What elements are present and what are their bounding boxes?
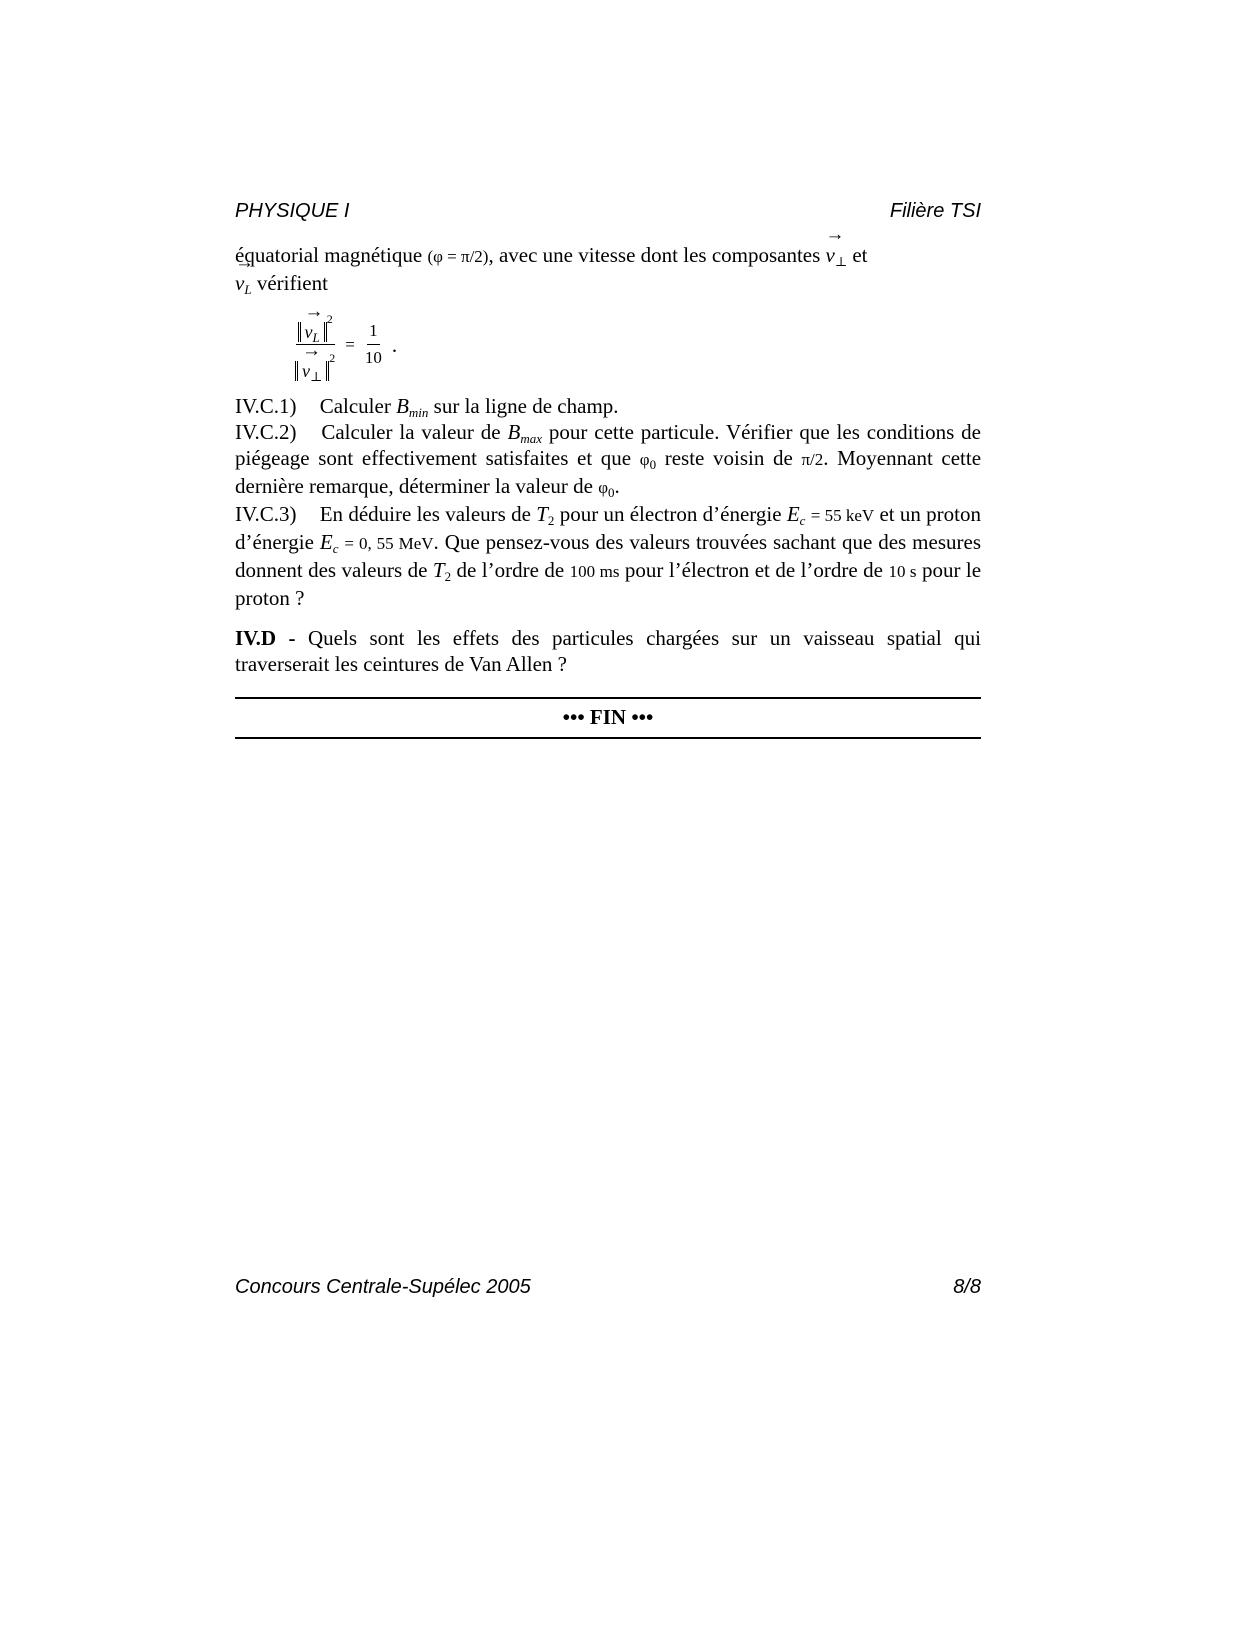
- page-header: [235, 200, 981, 223]
- t-two: $T_2$: [536, 502, 555, 528]
- proton-period: 10 s: [888, 562, 917, 581]
- equation-period: .: [391, 332, 398, 357]
- intro-text-3: vérifient: [256, 271, 328, 295]
- section-label: IV.D -: [235, 626, 296, 650]
- question-label: IV.C.1): [235, 394, 297, 418]
- question-c1: IV.C.1) Calculer $B_{min}$ sur la ligne de champ.: [235, 394, 619, 420]
- velocity-ratio-equation: [295, 306, 981, 383]
- section-iv-d: [235, 625, 981, 677]
- question-label: IV.C.2): [235, 420, 297, 444]
- intro-text-2: , avec une vitesse dont les composantes: [488, 243, 821, 267]
- pi-over-two: π/2: [801, 450, 824, 469]
- phi-zero: $\varphi_0$: [598, 478, 615, 500]
- page-number: 8/8: [953, 1276, 981, 1298]
- page-content: [235, 242, 981, 739]
- end-marker: ••• FIN •••: [235, 697, 981, 739]
- intro-text-1: équatorial magnétique: [235, 243, 423, 267]
- subject-title: PHYSIQUE I: [235, 200, 350, 222]
- electron-energy: = 55 keV: [810, 506, 875, 525]
- intro-and: et: [852, 243, 868, 267]
- b-max: $B_{max}$: [507, 420, 542, 446]
- v-l-vector: → $v_L$: [235, 270, 252, 296]
- section-text: Quels sont les effets des particules chargées sur un vaisseau spatial qui traverserait les ceintures de Van Allen ?: [235, 626, 982, 676]
- one-tenth: $\frac{1}{10}$: [365, 318, 382, 371]
- e-c: $E_c$: [786, 502, 806, 528]
- b-min: $B_{min}$: [396, 394, 429, 420]
- question-c2: IV.C.2) Calculer la valeur de $B_{max}$ pour cette particule. Vérifier que les conditions de piégeage sont effectivement satisfaites et que $\varphi_0$ reste voisin de π/2. Moyennant cette dernière remarque, déterminer la valeur de $\varphi_0$.: [235, 420, 982, 500]
- phi-zero: $\varphi_0$: [639, 450, 657, 472]
- intro-paragraph: [235, 242, 981, 296]
- proton-energy: = 0, 55 MeV: [344, 534, 434, 553]
- e-c: $E_c$: [319, 530, 339, 556]
- t-two: $T_2$: [432, 558, 452, 584]
- equals-sign: =: [345, 334, 355, 354]
- page-footer: [235, 1276, 981, 1299]
- question-c3: IV.C.3) En déduire les valeurs de $T_2$ pour un électron d’énergie $E_c = 55$ keV et un proton d’énergie $E_c = 0$, 55 MeV. Que pensez-vous des valeurs trouvées sachant que des mesures donnent des valeurs de $T_2$ de l’ordre de 100 ms pour l’électron et de l’ordre de 10 s pour le proton ?: [235, 502, 982, 610]
- norm-ratio: → $v_L^2$ → $v_\perp^2$: [295, 306, 335, 383]
- angle-condition: (φ = π/2): [427, 247, 489, 266]
- contest-name: Concours Centrale-Supélec 2005: [235, 1276, 531, 1298]
- electron-period: 100 ms: [569, 562, 620, 581]
- track-label: Filière TSI: [889, 200, 981, 222]
- question-label: IV.C.3): [235, 502, 297, 526]
- v-perp-vector: → $v_\perp$: [826, 242, 848, 268]
